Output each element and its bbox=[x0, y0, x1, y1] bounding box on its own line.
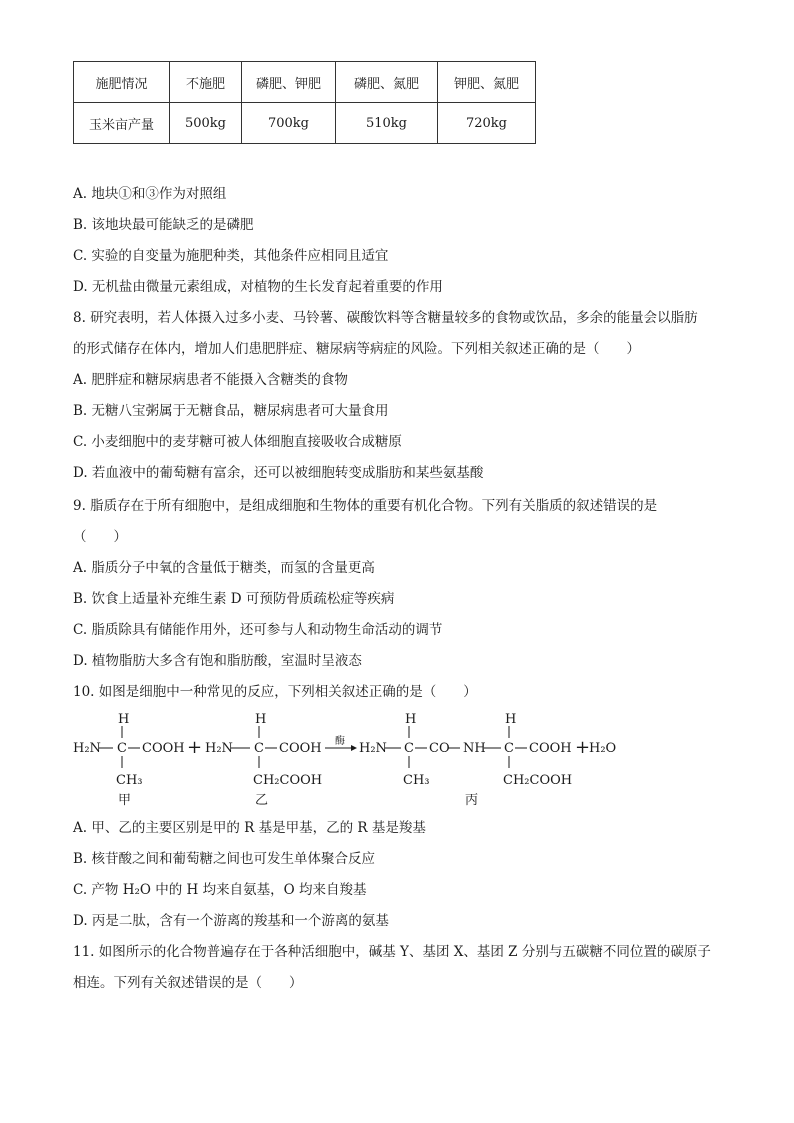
table-cell: 玉米亩产量 bbox=[74, 103, 170, 144]
q10-option-b: B. 核苷酸之间和葡萄糖之间也可发生单体聚合反应 bbox=[73, 851, 376, 867]
table-cell: 钾肥、氮肥 bbox=[438, 62, 536, 103]
formula-enzyme: 酶 bbox=[335, 736, 345, 747]
q8-stem-line1: 8. 研究表明，若人体摄入过多小麦、马铃薯、碳酸饮料等含糖量较多的食物或饮品，多余的能量会以脂肪 bbox=[73, 310, 698, 326]
q11-stem-line1: 11. 如图所示的化合物普遍存在于各种活细胞中，碱基 Y、基团 X、基团 Z 分别与五碳糖不同位置的碳原子 bbox=[73, 944, 711, 960]
formula-c: C bbox=[404, 741, 414, 756]
q9-option-a: A. 脂质分子中氧的含量低于糖类，而氢的含量更高 bbox=[73, 560, 375, 576]
q9-stem-line2: （ ） bbox=[73, 529, 127, 545]
label-yi: 乙 bbox=[255, 793, 269, 808]
q7-option-a: A. 地块①和③作为对照组 bbox=[73, 186, 227, 202]
formula-h: H bbox=[505, 712, 517, 727]
formula-h2n: H₂N bbox=[205, 741, 233, 756]
q8-option-d: D. 若血液中的葡萄糖有富余，还可以被细胞转变成脂肪和某些氨基酸 bbox=[73, 465, 484, 481]
formula-h: H bbox=[405, 712, 417, 727]
formula-nh: NH bbox=[463, 741, 486, 756]
q8-option-a: A. 肥胖症和糖尿病患者不能摄入含糖类的食物 bbox=[73, 372, 348, 388]
table-row bbox=[74, 103, 536, 144]
formula-cooh: COOH bbox=[279, 741, 322, 756]
table-cell: 磷肥、钾肥 bbox=[242, 62, 336, 103]
q7-option-d: D. 无机盐由微量元素组成，对植物的生长发育起着重要的作用 bbox=[73, 279, 443, 295]
reaction-diagram bbox=[73, 708, 633, 808]
label-jia: 甲 bbox=[118, 793, 132, 808]
formula-c: C bbox=[504, 741, 514, 756]
q7-option-b: B. 该地块最可能缺乏的是磷肥 bbox=[73, 217, 254, 233]
q10-stem: 10. 如图是细胞中一种常见的反应，下列相关叙述正确的是（ ） bbox=[73, 684, 477, 700]
q10-option-a: A. 甲、乙的主要区别是甲的 R 基是甲基，乙的 R 基是羧基 bbox=[73, 820, 426, 836]
q7-option-c: C. 实验的自变量为施肥种类，其他条件应相同且适宜 bbox=[73, 248, 389, 264]
q9-stem-line1: 9. 脂质存在于所有细胞中，是组成细胞和生物体的重要有机化合物。下列有关脂质的叙述错误的是 bbox=[73, 498, 658, 514]
formula-ch2cooh: CH₂COOH bbox=[503, 773, 573, 788]
table-cell: 700kg bbox=[242, 103, 336, 144]
q11-stem-line2: 相连。下列有关叙述错误的是（ ） bbox=[73, 975, 303, 991]
table-cell: 磷肥、氮肥 bbox=[336, 62, 438, 103]
table-cell: 720kg bbox=[438, 103, 536, 144]
formula-c: C bbox=[254, 741, 264, 756]
table-row bbox=[74, 62, 536, 103]
formula-plus: + bbox=[187, 737, 203, 758]
q8-stem-line2: 的形式储存在体内，增加人们患肥胖症、糖尿病等病症的风险。下列相关叙述正确的是（ ） bbox=[73, 341, 640, 357]
table-cell: 不施肥 bbox=[170, 62, 242, 103]
q8-option-c: C. 小麦细胞中的麦芽糖可被人体细胞直接吸收合成糖原 bbox=[73, 434, 402, 450]
table-cell: 500kg bbox=[170, 103, 242, 144]
formula-h2o: H₂O bbox=[589, 741, 617, 756]
formula-h: H bbox=[255, 712, 267, 727]
q8-option-b: B. 无糖八宝粥属于无糖食品，糖尿病患者可大量食用 bbox=[73, 403, 389, 419]
formula-h2n: H₂N bbox=[359, 741, 387, 756]
q9-option-b: B. 饮食上适量补充维生素 D 可预防骨质疏松症等疾病 bbox=[73, 591, 395, 607]
formula-cooh: COOH bbox=[142, 741, 185, 756]
q10-option-d: D. 丙是二肽，含有一个游离的羧基和一个游离的氨基 bbox=[73, 913, 389, 929]
formula-ch3: CH₃ bbox=[403, 773, 430, 788]
formula-ch2cooh: CH₂COOH bbox=[253, 773, 323, 788]
formula-cooh: COOH bbox=[529, 741, 572, 756]
table-cell: 510kg bbox=[336, 103, 438, 144]
q10-option-c: C. 产物 H₂O 中的 H 均来自氨基，O 均来自羧基 bbox=[73, 882, 367, 898]
formula-ch3: CH₃ bbox=[116, 773, 143, 788]
fertilizer-yield-table bbox=[73, 61, 536, 144]
arrow-head-icon bbox=[351, 745, 357, 751]
formula-h2n: H₂N bbox=[73, 741, 101, 756]
q9-option-d: D. 植物脂肪大多含有饱和脂肪酸，室温时呈液态 bbox=[73, 653, 362, 669]
formula-h: H bbox=[118, 712, 130, 727]
table-cell: 施肥情况 bbox=[74, 62, 170, 103]
formula-c: C bbox=[117, 741, 127, 756]
q9-option-c: C. 脂质除具有储能作用外，还可参与人和动物生命活动的调节 bbox=[73, 622, 443, 638]
formula-plus: + bbox=[575, 737, 591, 758]
label-bing: 丙 bbox=[465, 793, 479, 808]
dipeptide-reaction-formula bbox=[73, 708, 633, 808]
formula-co: CO bbox=[429, 741, 450, 756]
